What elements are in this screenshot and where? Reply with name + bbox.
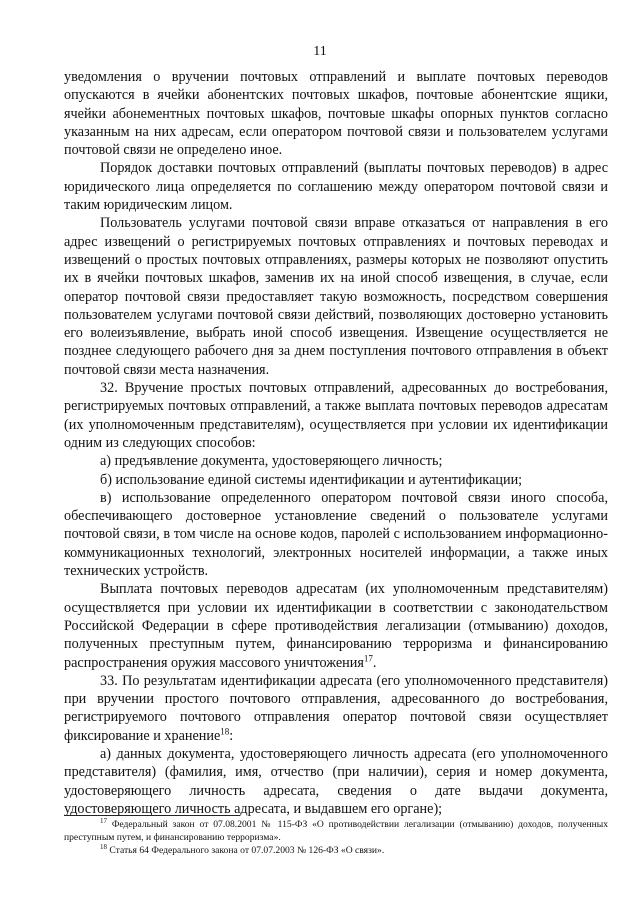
- footnote-text: Статья 64 Федерального закона от 07.07.2003 № 126-ФЗ «О связи».: [107, 845, 385, 856]
- page-number: 11: [313, 44, 327, 59]
- paragraph-9: [64, 672, 608, 745]
- body-text: [64, 68, 608, 818]
- footnote-text: Федеральный закон от 07.08.2001 № 115-ФЗ «О противодействии легализации (отмыванию) доходов, полученных преступным путем, и финансированию терроризма».: [64, 819, 608, 843]
- paragraph-6: [64, 471, 608, 489]
- footnote-17: [64, 818, 608, 844]
- paragraph-5: [64, 452, 608, 470]
- paragraph-7: [64, 489, 608, 580]
- paragraph-tail: :: [229, 727, 234, 744]
- paragraph-2: [64, 159, 608, 214]
- paragraph-text: Пользователь услугами почтовой связи вправе отказаться от направления в его адрес извещений о регистрируемых почтовых отправлениях и почтовых переводах и извещений о простых почтовых отправлениях, размеры которых не позволяют опустить их в ячейки почтовых шкафов, заменив их на иной способ извещения, в случае, если оператор почтовой связи предоставляет такую возможность, посредством совершения пользователем услугами почтовой связи действий, позволяющих достоверно установить его волеизъявление, выбрать иной способ извещения. Извещение осуществляется не позднее следующего рабочего дня за днем поступления почтового отправления в объект почтовой связи места назначения.: [64, 215, 608, 378]
- footnotes: [64, 818, 608, 857]
- paragraph-tail: .: [372, 654, 377, 671]
- footnote-divider: [64, 815, 240, 816]
- paragraph-text: а) предъявление документа, удостоверяющего личность;: [100, 453, 443, 470]
- footnote-ref: 18: [220, 725, 230, 736]
- footnote-number: 18: [100, 842, 107, 851]
- footnote-ref: 17: [363, 652, 373, 663]
- paragraph-10: [64, 745, 608, 818]
- footnote-18: [64, 844, 608, 857]
- paragraph-text: в) использование определенного оператором почтовой связи иного способа, обеспечивающего достоверное установление сведений о пользователе услугами почтовой связи, в том числе на основе кодов, паролей с использованием информационно-коммуникационных технологий, электронных носителей информации, а также иных технических устройств.: [64, 489, 608, 580]
- footnote-number: 17: [100, 816, 107, 825]
- paragraph-3: [64, 214, 608, 379]
- paragraph-text: а) данных документа, удостоверяющего личность адресата (его уполномоченного представителя) (фамилия, имя, отчество (при наличии), серия и номер документа, удостоверяющего личность адресата, сведения о дате выдачи документа, удостоверяющего личность адресата, и выдавшем его органе);: [64, 745, 608, 817]
- paragraph-4: [64, 379, 608, 452]
- paragraph-1: [64, 68, 608, 159]
- paragraph-text: Порядок доставки почтовых отправлений (выплаты почтовых переводов) в адрес юридического лица определяется по соглашению между оператором почтовой связи и таким юридическим лицом.: [64, 160, 608, 214]
- paragraph-text: 33. По результатам идентификации адресата (его уполномоченного представителя) при вручении простого почтового отправления, адресованного до востребования, регистрируемого почтового отправления оператор почтовой связи осуществляет фиксирование и хранение: [64, 672, 608, 744]
- paragraph-text: Выплата почтовых переводов адресатам (их уполномоченным представителям) осуществляется при условии их идентификации в соответствии с законодательством Российской Федерации в сфере противодействия легализации (отмыванию) доходов, полученных преступным путем, финансированию терроризма и финансированию распространения оружия массового уничтожения: [64, 581, 608, 671]
- paragraph-text: б) использование единой системы идентификации и аутентификации;: [100, 471, 523, 488]
- paragraph-text: 32. Вручение простых почтовых отправлений, адресованных до востребования, регистрируемых почтовых отправлений, а также выплата почтовых переводов адресатам (их уполномоченным представителям), осуществляется при условии их идентификации одним из следующих способов:: [64, 380, 608, 451]
- paragraph-text: уведомления о вручении почтовых отправлений и выплате почтовых переводов опускаются в ячейки абонентских почтовых шкафов, почтовые абонентские ящики, ячейки абонементных почтовых шкафов, почтовые шкафы опорных пунктов согласно указанным на них адресам, если оператором почтовой связи и пользователем услугами почтовой связи не определено иное.: [64, 69, 608, 159]
- paragraph-8: [64, 580, 608, 671]
